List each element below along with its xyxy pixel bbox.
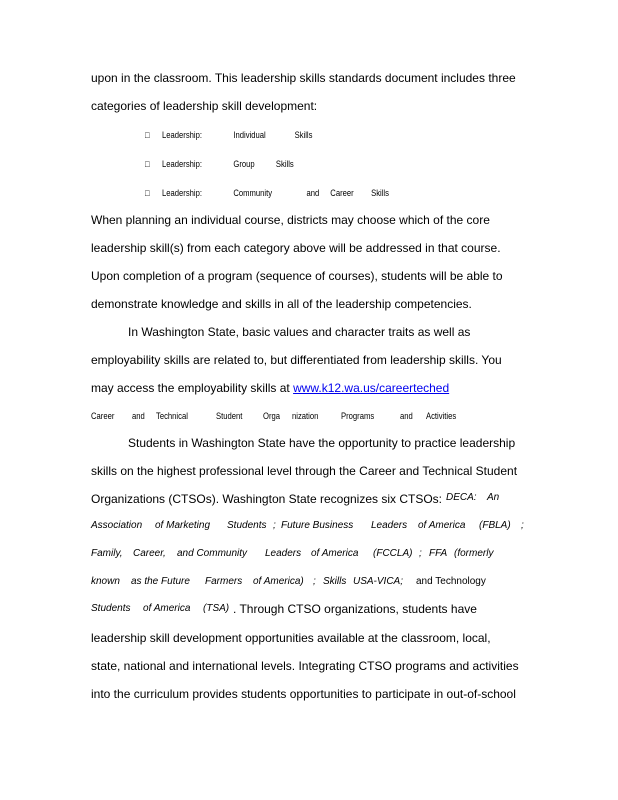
italic-text: (FCCLA) — [373, 548, 413, 559]
italic-text: ; — [313, 576, 316, 587]
bullet-text: Community — [233, 188, 273, 198]
italic-text: Association — [91, 520, 143, 531]
text-line — [91, 520, 531, 536]
text-line — [91, 576, 531, 592]
italic-text: Career, — [133, 548, 166, 559]
italic-text: ; — [521, 520, 524, 531]
careerteched-link[interactable]: www.k12.wa.us/careerteched — [293, 381, 450, 395]
italic-text: DECA: — [446, 492, 477, 503]
italic-text: (TSA) — [203, 603, 230, 614]
italic-text: Students — [227, 520, 267, 531]
text-line — [91, 603, 531, 619]
italic-text: Family, — [91, 548, 123, 559]
text-line: categories of leadership skill development: — [91, 99, 318, 113]
text-line: skills on the highest professional level through the Career and Technical Student — [91, 464, 518, 478]
italic-text: Leaders — [265, 548, 302, 559]
italic-text: FFA — [429, 548, 448, 559]
italic-text: and Community — [177, 548, 248, 559]
text-line: In Washington State, basic values and character traits as well as — [128, 325, 471, 339]
heading-word: Career — [91, 411, 115, 421]
text-line: demonstrate knowledge and skills in all of the leadership competencies. — [91, 297, 472, 311]
text-line: leadership skill(s) from each category above will be addressed in that course. — [91, 241, 501, 255]
bullet-text: Individual — [233, 130, 266, 140]
text-line: state, national and international levels. Integrating CTSO programs and activities — [91, 659, 519, 673]
heading-word: Activities — [426, 411, 457, 421]
bullet-label: Leadership: — [162, 188, 202, 198]
bullet-label: Leadership: — [162, 130, 202, 140]
text-line: Upon completion of a program (sequence of courses), students will be able to — [91, 269, 503, 283]
text-line — [91, 548, 531, 564]
italic-text: Farmers — [205, 576, 243, 587]
italic-text: of Marketing — [155, 520, 211, 531]
bullet-text: Skills — [275, 159, 294, 169]
checkbox-icon: □ — [145, 159, 150, 169]
checkbox-icon: □ — [145, 130, 150, 140]
bullet-text: Career — [330, 188, 354, 198]
text-segment: Organizations (CTSOs). Washington State recognizes six CTSOs: — [91, 492, 443, 506]
italic-text: Skills — [323, 576, 347, 587]
text-line: Students in Washington State have the opportunity to practice leadership — [128, 436, 516, 450]
section-heading — [91, 411, 531, 425]
heading-word: Programs — [341, 411, 375, 421]
text-segment: and Technology — [416, 576, 486, 587]
text-line: upon in the classroom. This leadership skills standards document includes three — [91, 71, 516, 85]
italic-text: of America — [418, 520, 466, 531]
checkbox-icon: □ — [145, 188, 150, 198]
heading-word: nization — [292, 411, 319, 421]
italic-text: Leaders — [371, 520, 408, 531]
heading-word: Technical — [156, 411, 188, 421]
text-line: When planning an individual course, districts may choose which of the core — [91, 213, 490, 227]
text-line: employability skills are related to, but differentiated from leadership skills. You — [91, 353, 502, 367]
heading-word: and — [132, 411, 145, 421]
italic-text: of America) — [253, 576, 304, 587]
heading-word: Student — [216, 411, 243, 421]
italic-text: as the Future — [131, 576, 190, 587]
text-segment: may access the employability skills at — [91, 381, 294, 395]
italic-text: USA-VICA; — [353, 576, 404, 587]
italic-text: (formerly — [454, 548, 494, 559]
italic-text: of America — [311, 548, 359, 559]
text-line — [91, 492, 500, 506]
italic-text: An — [487, 492, 500, 503]
bullet-text: Skills — [371, 188, 389, 198]
heading-word: Orga — [263, 411, 281, 421]
italic-text: ; — [273, 520, 276, 531]
bullet-text: Skills — [294, 130, 313, 140]
text-line: into the curriculum provides students opportunities to participate in out-of-school — [91, 687, 516, 701]
text-segment: . Through CTSO organizations, students have — [233, 602, 477, 616]
italic-text: Students — [91, 603, 131, 614]
italic-text: (FBLA) — [479, 520, 511, 531]
bullet-label: Leadership: — [162, 159, 202, 169]
text-line: leadership skill development opportunities available at the classroom, local, — [91, 631, 491, 645]
text-line — [91, 381, 449, 395]
italic-text: Future Business — [281, 520, 354, 531]
italic-text: of America — [143, 603, 191, 614]
heading-word: and — [400, 411, 413, 421]
bullet-text: and — [306, 188, 320, 198]
italic-text: ; — [419, 548, 422, 559]
italic-text: known — [91, 576, 120, 587]
bullet-text: Group — [233, 159, 255, 169]
